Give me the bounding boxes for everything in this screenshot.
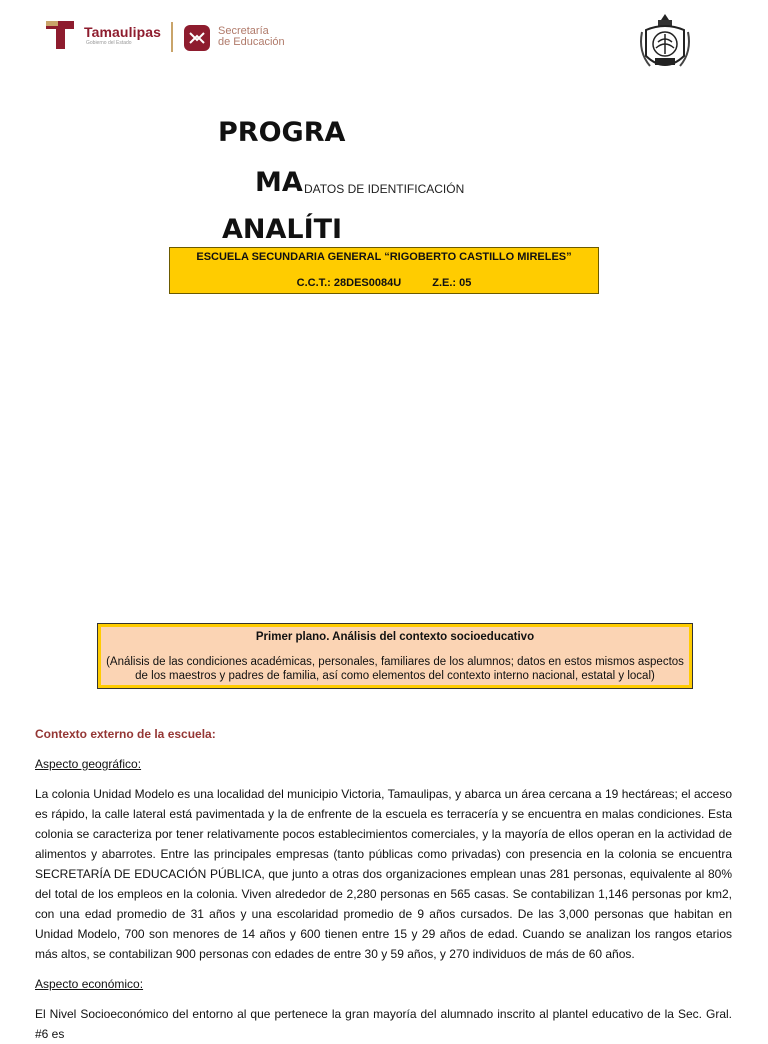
context-box-title: Primer plano. Análisis del contexto socioeducativo (255, 631, 535, 643)
title-line2 (255, 168, 303, 198)
sep-brand-line1: Secretaría (218, 25, 269, 37)
eco-paragraph: El Nivel Socioeconómico del entorno al que pertenece la gran mayoría del alumnado inscrito al plantel educativo de la Sec. Gral. #6 es (35, 1007, 732, 1041)
sep-brand-text (218, 26, 285, 48)
geo-subheading: Aspecto geográfico: (35, 757, 142, 771)
context-box-description: (Análisis de las condiciones académicas, personales, familiares de los alumnos; datos en estos mismos aspectos de los maestros y padres de familia, así como elementos del contexto interno nacional, estatal y local) (106, 656, 684, 682)
title-line2-text: MA (255, 167, 303, 198)
context-box (98, 624, 692, 688)
school-ze: Z.E.: 05 (432, 277, 472, 289)
sep-brand-line2: de Educación (218, 36, 285, 48)
geo-paragraph: La colonia Unidad Modelo es una localidad del municipio Victoria, Tamaulipas, y abarca un área cercana a 19 hectáreas; el acceso es rápido, la calle lateral está pavimentada y la de enfrente de la escuela es terracería y se encuentra en malas condiciones. Esta colonia se caracteriza por tener relativamente pocos establecimientos comerciales, y la mayoría de ellos operan en la actividad de alimentos y abarrotes. Entre las principales empresas (tanto públicas como privadas) con presencia en la colonia se encuentra SECRETARÍA DE EDUCACIÓN PÚBLICA, que junto a otras dos organizaciones emplean unas 281 personas, equivalente al 80% del total de los empleos en la colonia. Viven alrededor de 2,280 personas en 565 casas. Se contabilizan 1,146 personas por km2, con una edad promedio de 31 años y una escolaridad promedio de 9 años cursados. De las 3,000 personas que habitan en Unidad Modelo, 700 son menores de 14 años y 600 tienen entre 15 y 29 años de edad. Cuando se analizan los rangos etarios más altos, se contabilizan 900 personas con edades de entre 30 y 59 años, y 270 individuos de más de 60 años. (35, 787, 732, 961)
eco-subheading: Aspecto económico: (35, 977, 144, 991)
section-heading: Contexto externo de la escuela: (35, 727, 216, 741)
logo-divider (171, 22, 173, 52)
title-line1: PROGRA (218, 117, 346, 148)
sep-logo-icon (183, 24, 211, 52)
datos-identificacion: DATOS DE IDENTIFICACIÓN (304, 182, 465, 196)
tamaulipas-logo-icon (44, 18, 76, 52)
tamaulipas-brand: Tamaulipas (84, 24, 161, 40)
tamaulipas-brand-subtitle: Gobierno del Estado (86, 40, 132, 46)
school-name: ESCUELA SECUNDARIA GENERAL “RIGOBERTO CASTILLO MIRELES” (196, 251, 572, 263)
title-line3: ANALÍTI (222, 214, 343, 245)
school-cct: C.C.T.: 28DES0084U (296, 277, 402, 289)
school-codes (170, 277, 598, 289)
school-id-box (169, 247, 599, 294)
school-crest-icon (634, 12, 696, 78)
